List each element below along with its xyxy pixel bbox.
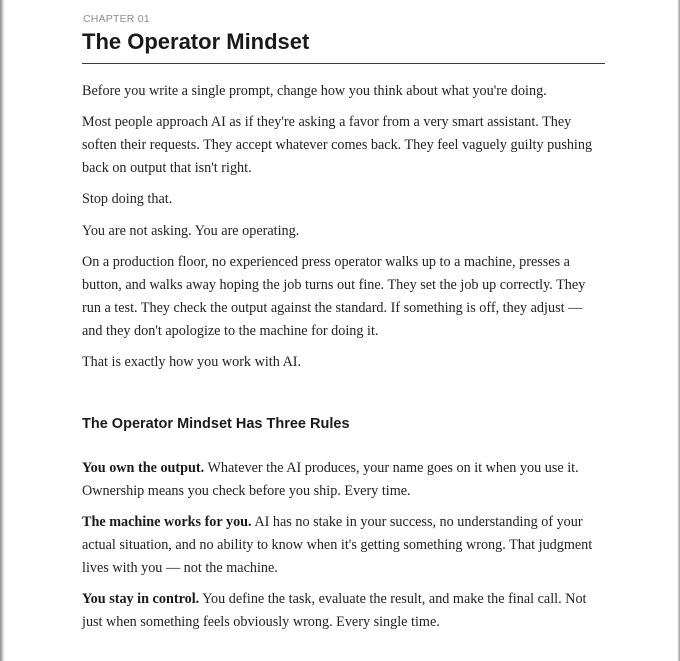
page-edge-shadow-left [0,0,5,661]
rule-lead: You own the output. [82,460,205,476]
chapter-title: The Operator Mindset [82,29,310,54]
paragraph-most-people: Most people approach AI as if they're asking a favor from a very smart assistant. They soften their requests. They accept whatever comes back. They feel vaguely guilty pushing back on output that isn't right. [82,114,593,176]
rule-text: AI has no stake in your success, no understanding of your actual situation, and no ability to know when it's getting something wrong. That judgment lives with you — not the machine. [82,514,593,576]
title-divider [82,63,605,64]
rule-lead: The machine works for you. [82,514,252,530]
rule-text: You define the task, evaluate the result, and make the final call. Not just when something feels obviously wrong. Every single time. [82,591,587,630]
section-heading: The Operator Mindset Has Three Rules [82,416,350,432]
paragraph-operating: You are not asking. You are operating. [82,223,300,239]
paragraph-production-floor: On a production floor, no experienced press operator walks up to a machine, presses a button, and walks away hoping the job turns out fine. They set the job up correctly. They run a test. They check the output against the standard. If something is off, they adjust — and they don't apologize to the machine for doing it. [82,254,586,339]
rule-stay-in-control [82,588,605,634]
rule-machine-works [82,511,605,580]
rule-text: Whatever the AI produces, your name goes on it when you use it. Ownership means you check before you ship. Every time. [82,460,579,499]
paragraph-stop: Stop doing that. [82,191,173,207]
paragraph-exactly: That is exactly how you work with AI. [82,354,302,370]
rule-lead: You stay in control. [82,591,200,607]
paragraph-intro: Before you write a single prompt, change how you think about what you're doing. [82,83,547,99]
rule-own-output [82,457,605,503]
chapter-label: CHAPTER 01 [83,13,150,25]
